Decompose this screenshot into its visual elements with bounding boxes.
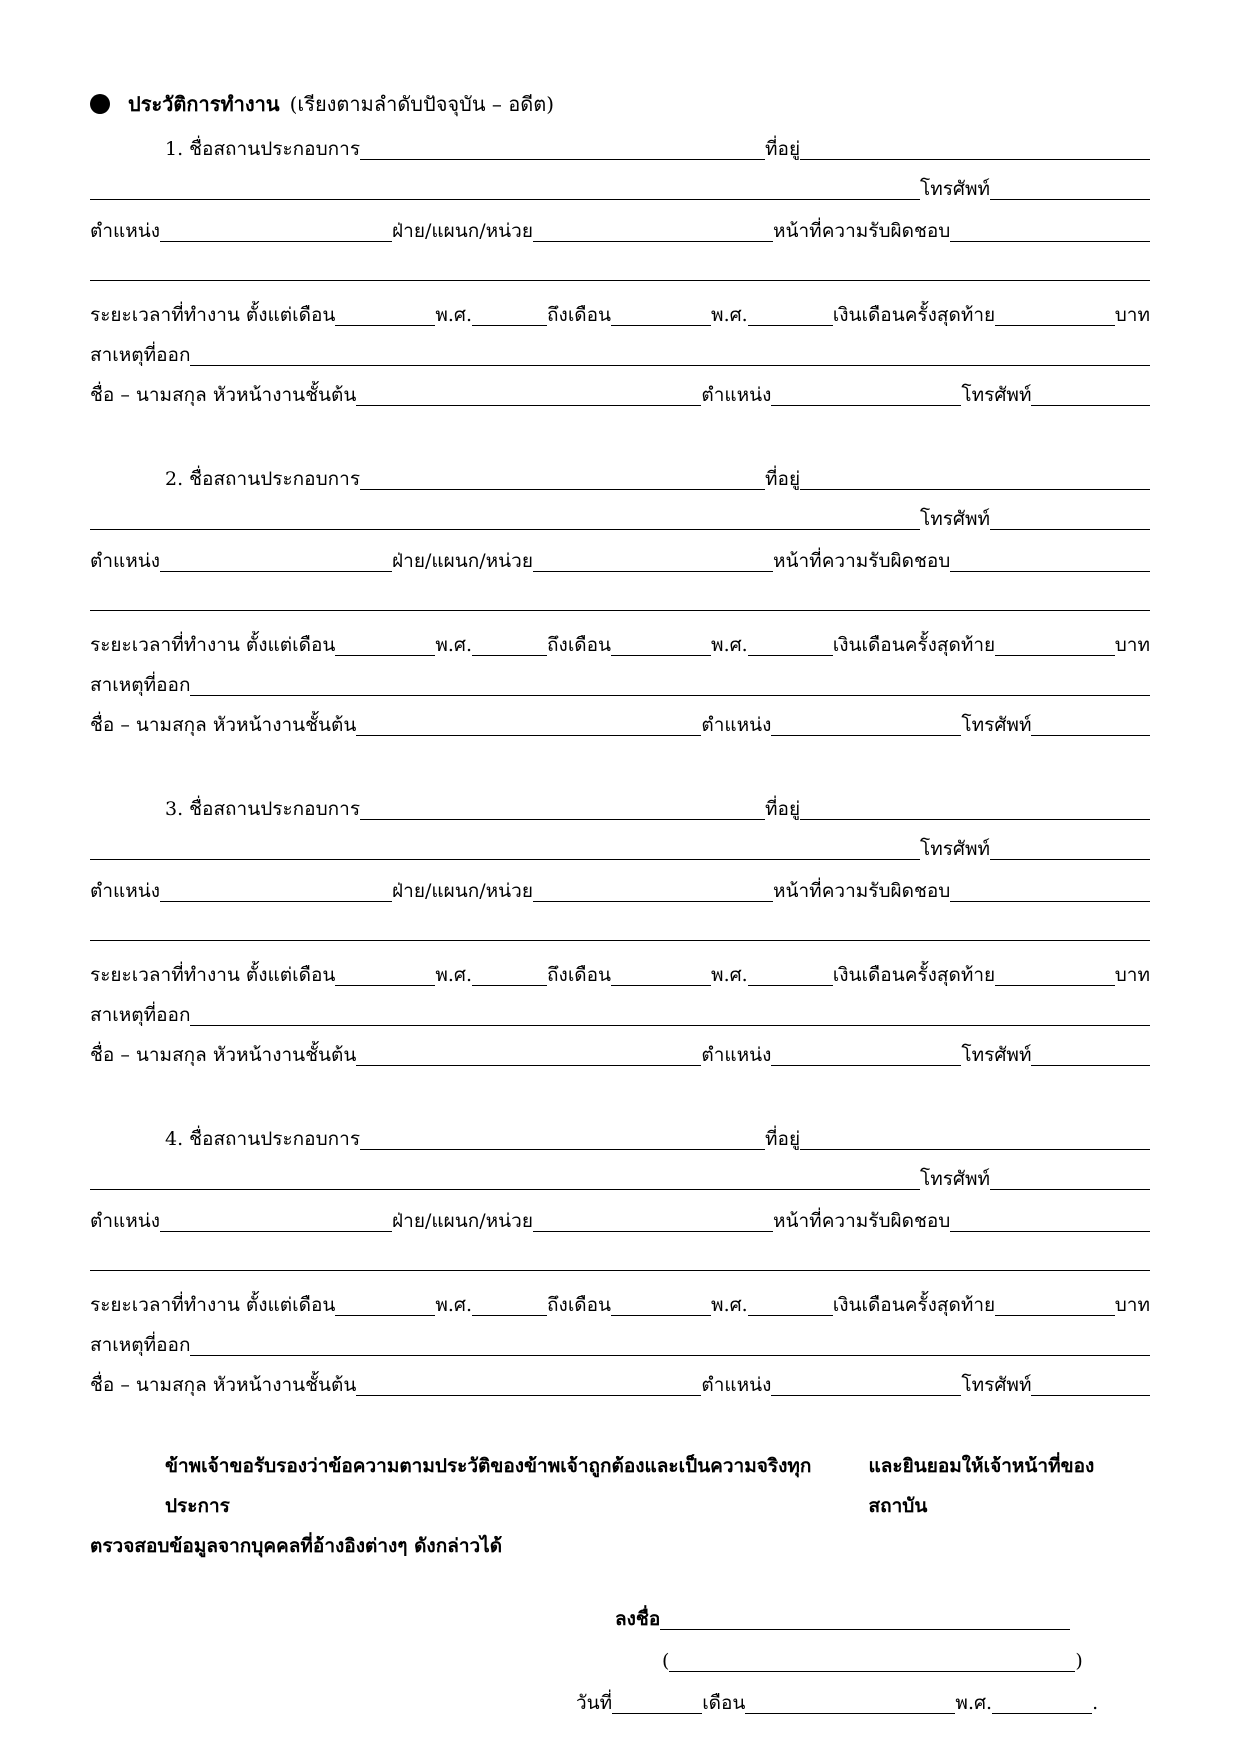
supervisor-position-label: ตำแหน่ง — [701, 714, 772, 736]
baht-label: บาท — [1114, 1294, 1150, 1316]
to-year-field[interactable] — [748, 963, 833, 986]
position-label: ตำแหน่ง — [90, 1210, 161, 1232]
be-label: พ.ศ. — [711, 634, 748, 656]
baht-label: บาท — [1114, 304, 1150, 326]
period-from-label: ระยะเวลาที่ทำงาน ตั้งแต่เดือน — [90, 964, 336, 986]
certification-line1b: และยินยอมให้เจ้าหน้าที่ของสถาบัน — [868, 1455, 1095, 1517]
last-salary-label: เงินเดือนครั้งสุดท้าย — [832, 1294, 996, 1316]
supervisor-phone-label: โทรศัพท์ — [961, 1044, 1032, 1066]
address-label: ที่อยู่ — [765, 1128, 801, 1150]
duties-label: หน้าที่ความรับผิดชอบ — [772, 550, 951, 572]
position-field[interactable] — [160, 219, 392, 242]
month-field[interactable] — [745, 1691, 955, 1714]
last-salary-label: เงินเดือนครั้งสุดท้าย — [832, 964, 996, 986]
be-label: พ.ศ. — [711, 304, 748, 326]
to-year-field[interactable] — [748, 303, 833, 326]
position-field[interactable] — [160, 549, 392, 572]
from-year-field[interactable] — [472, 963, 547, 986]
duties-field-line2[interactable] — [90, 609, 1150, 611]
phone-label: โทรศัพท์ — [920, 508, 991, 530]
company-label: ชื่อสถานประกอบการ — [189, 138, 361, 160]
company-field[interactable] — [360, 1127, 765, 1150]
date-label: วันที่ — [576, 1692, 613, 1714]
certification-line1a: ข้าพเจ้าขอรับรองว่าข้อความตามประวัติของข้าพเจ้าถูกต้องและเป็นความจริงทุกประการ — [165, 1455, 812, 1517]
to-month-label: ถึงเดือน — [547, 1294, 612, 1316]
phone-field[interactable] — [990, 1167, 1150, 1190]
close-paren: ) — [1075, 1650, 1083, 1672]
last-salary-field[interactable] — [995, 303, 1115, 326]
company-label: ชื่อสถานประกอบการ — [189, 1128, 361, 1150]
to-month-field[interactable] — [611, 303, 711, 326]
be-label: พ.ศ. — [435, 1294, 473, 1316]
from-month-field[interactable] — [335, 1293, 435, 1316]
supervisor-phone-field[interactable] — [1031, 713, 1150, 736]
be-label: พ.ศ. — [435, 964, 473, 986]
company-field[interactable] — [360, 467, 765, 490]
from-year-field[interactable] — [472, 633, 547, 656]
address-label: ที่อยู่ — [765, 138, 801, 160]
signature-field[interactable] — [660, 1607, 1070, 1630]
section-subtitle: (เรียงตามลำดับปัจจุบัน – อดีต) — [289, 92, 555, 116]
address-field-line2[interactable] — [90, 177, 920, 200]
reason-label: สาเหตุที่ออก — [90, 1334, 191, 1356]
month-label: เดือน — [702, 1692, 746, 1714]
baht-label: บาท — [1114, 634, 1150, 656]
reason-field[interactable] — [190, 1003, 1150, 1026]
supervisor-position-label: ตำแหน่ง — [701, 384, 772, 406]
position-field[interactable] — [160, 1209, 392, 1232]
year-field[interactable] — [992, 1691, 1092, 1714]
supervisor-position-field[interactable] — [771, 713, 961, 736]
supervisor-position-label: ตำแหน่ง — [701, 1044, 772, 1066]
period-from-label: ระยะเวลาที่ทำงาน ตั้งแต่เดือน — [90, 304, 336, 326]
certification-line2: ตรวจสอบข้อมูลจากบุคคลที่อ้างอิงต่างๆ ดังกล่าวได้ — [90, 1535, 503, 1557]
address-field-line2[interactable] — [90, 507, 920, 530]
from-year-field[interactable] — [472, 1293, 547, 1316]
supervisor-field[interactable] — [356, 383, 701, 406]
entry-number: 4. — [165, 1128, 184, 1150]
department-field[interactable] — [533, 1209, 773, 1232]
to-month-label: ถึงเดือน — [547, 304, 612, 326]
phone-field[interactable] — [990, 177, 1150, 200]
address-field[interactable] — [800, 137, 1150, 160]
position-label: ตำแหน่ง — [90, 220, 161, 242]
last-salary-label: เงินเดือนครั้งสุดท้าย — [832, 304, 996, 326]
department-label: ฝ่าย/แผนก/หน่วย — [392, 880, 533, 902]
supervisor-position-label: ตำแหน่ง — [701, 1374, 772, 1396]
to-year-field[interactable] — [748, 1293, 833, 1316]
to-month-field[interactable] — [611, 633, 711, 656]
position-field[interactable] — [160, 879, 392, 902]
address-label: ที่อยู่ — [765, 468, 801, 490]
supervisor-label: ชื่อ – นามสกุล หัวหน้างานชั้นต้น — [90, 714, 357, 736]
certification-statement — [90, 1446, 1150, 1566]
from-month-field[interactable] — [335, 633, 435, 656]
department-field[interactable] — [533, 219, 773, 242]
duties-label: หน้าที่ความรับผิดชอบ — [772, 220, 951, 242]
address-field-line2[interactable] — [90, 837, 920, 860]
reason-label: สาเหตุที่ออก — [90, 674, 191, 696]
department-label: ฝ่าย/แผนก/หน่วย — [392, 220, 533, 242]
open-paren: ( — [662, 1650, 670, 1672]
last-salary-field[interactable] — [995, 963, 1115, 986]
sign-label: ลงชื่อ — [615, 1608, 661, 1630]
company-field[interactable] — [360, 137, 765, 160]
supervisor-position-field[interactable] — [771, 1043, 961, 1066]
duties-label: หน้าที่ความรับผิดชอบ — [772, 1210, 951, 1232]
department-field[interactable] — [533, 549, 773, 572]
supervisor-position-field[interactable] — [771, 383, 961, 406]
section-heading — [90, 88, 554, 120]
supervisor-position-field[interactable] — [771, 1373, 961, 1396]
department-field[interactable] — [533, 879, 773, 902]
supervisor-field[interactable] — [356, 1043, 701, 1066]
department-label: ฝ่าย/แผนก/หน่วย — [392, 1210, 533, 1232]
supervisor-phone-label: โทรศัพท์ — [961, 714, 1032, 736]
to-year-field[interactable] — [748, 633, 833, 656]
address-label: ที่อยู่ — [765, 798, 801, 820]
phone-label: โทรศัพท์ — [920, 838, 991, 860]
period-from-label: ระยะเวลาที่ทำงาน ตั้งแต่เดือน — [90, 1294, 336, 1316]
address-field-line2[interactable] — [90, 1167, 920, 1190]
from-month-field[interactable] — [335, 303, 435, 326]
last-salary-field[interactable] — [995, 633, 1115, 656]
duties-field-line2[interactable] — [90, 939, 1150, 941]
printed-name-row — [662, 1642, 1083, 1672]
year-label: พ.ศ. — [955, 1692, 993, 1714]
duties-field-line2[interactable] — [90, 1269, 1150, 1271]
company-label: ชื่อสถานประกอบการ — [189, 798, 361, 820]
phone-field[interactable] — [990, 837, 1150, 860]
date-row — [576, 1684, 1098, 1714]
period-from-label: ระยะเวลาที่ทำงาน ตั้งแต่เดือน — [90, 634, 336, 656]
last-salary-label: เงินเดือนครั้งสุดท้าย — [832, 634, 996, 656]
company-label: ชื่อสถานประกอบการ — [189, 468, 361, 490]
section-title: ประวัติการทำงาน — [128, 92, 280, 116]
entry-number: 1. — [165, 138, 184, 160]
address-field[interactable] — [800, 797, 1150, 820]
to-month-field[interactable] — [611, 1293, 711, 1316]
supervisor-label: ชื่อ – นามสกุล หัวหน้างานชั้นต้น — [90, 384, 357, 406]
supervisor-field[interactable] — [356, 1373, 701, 1396]
company-field[interactable] — [360, 797, 765, 820]
from-month-field[interactable] — [335, 963, 435, 986]
department-label: ฝ่าย/แผนก/หน่วย — [392, 550, 533, 572]
duties-field[interactable] — [950, 549, 1150, 572]
to-month-field[interactable] — [611, 963, 711, 986]
signature-row — [615, 1600, 1070, 1630]
reason-field[interactable] — [190, 343, 1150, 366]
supervisor-label: ชื่อ – นามสกุล หัวหน้างานชั้นต้น — [90, 1044, 357, 1066]
reason-field[interactable] — [190, 673, 1150, 696]
reason-label: สาเหตุที่ออก — [90, 344, 191, 366]
be-label: พ.ศ. — [711, 1294, 748, 1316]
entry-number: 2. — [165, 468, 184, 490]
duties-field-line2[interactable] — [90, 279, 1150, 281]
supervisor-phone-field[interactable] — [1031, 1043, 1150, 1066]
supervisor-phone-label: โทรศัพท์ — [961, 1374, 1032, 1396]
phone-field[interactable] — [990, 507, 1150, 530]
day-field[interactable] — [612, 1691, 702, 1714]
duties-field[interactable] — [950, 219, 1150, 242]
duties-label: หน้าที่ความรับผิดชอบ — [772, 880, 951, 902]
printed-name-field[interactable] — [669, 1649, 1075, 1672]
be-label: พ.ศ. — [435, 304, 473, 326]
supervisor-phone-label: โทรศัพท์ — [961, 384, 1032, 406]
address-field[interactable] — [800, 467, 1150, 490]
entry-number: 3. — [165, 798, 184, 820]
from-year-field[interactable] — [472, 303, 547, 326]
phone-label: โทรศัพท์ — [920, 178, 991, 200]
be-label: พ.ศ. — [435, 634, 473, 656]
bullet-icon — [90, 94, 110, 114]
to-month-label: ถึงเดือน — [547, 634, 612, 656]
supervisor-phone-field[interactable] — [1031, 1373, 1150, 1396]
baht-label: บาท — [1114, 964, 1150, 986]
address-field[interactable] — [800, 1127, 1150, 1150]
duties-field[interactable] — [950, 1209, 1150, 1232]
supervisor-label: ชื่อ – นามสกุล หัวหน้างานชั้นต้น — [90, 1374, 357, 1396]
supervisor-field[interactable] — [356, 713, 701, 736]
duties-field[interactable] — [950, 879, 1150, 902]
phone-label: โทรศัพท์ — [920, 1168, 991, 1190]
reason-label: สาเหตุที่ออก — [90, 1004, 191, 1026]
to-month-label: ถึงเดือน — [547, 964, 612, 986]
supervisor-phone-field[interactable] — [1031, 383, 1150, 406]
end-dot: . — [1092, 1692, 1099, 1714]
be-label: พ.ศ. — [711, 964, 748, 986]
position-label: ตำแหน่ง — [90, 550, 161, 572]
position-label: ตำแหน่ง — [90, 880, 161, 902]
reason-field[interactable] — [190, 1333, 1150, 1356]
last-salary-field[interactable] — [995, 1293, 1115, 1316]
